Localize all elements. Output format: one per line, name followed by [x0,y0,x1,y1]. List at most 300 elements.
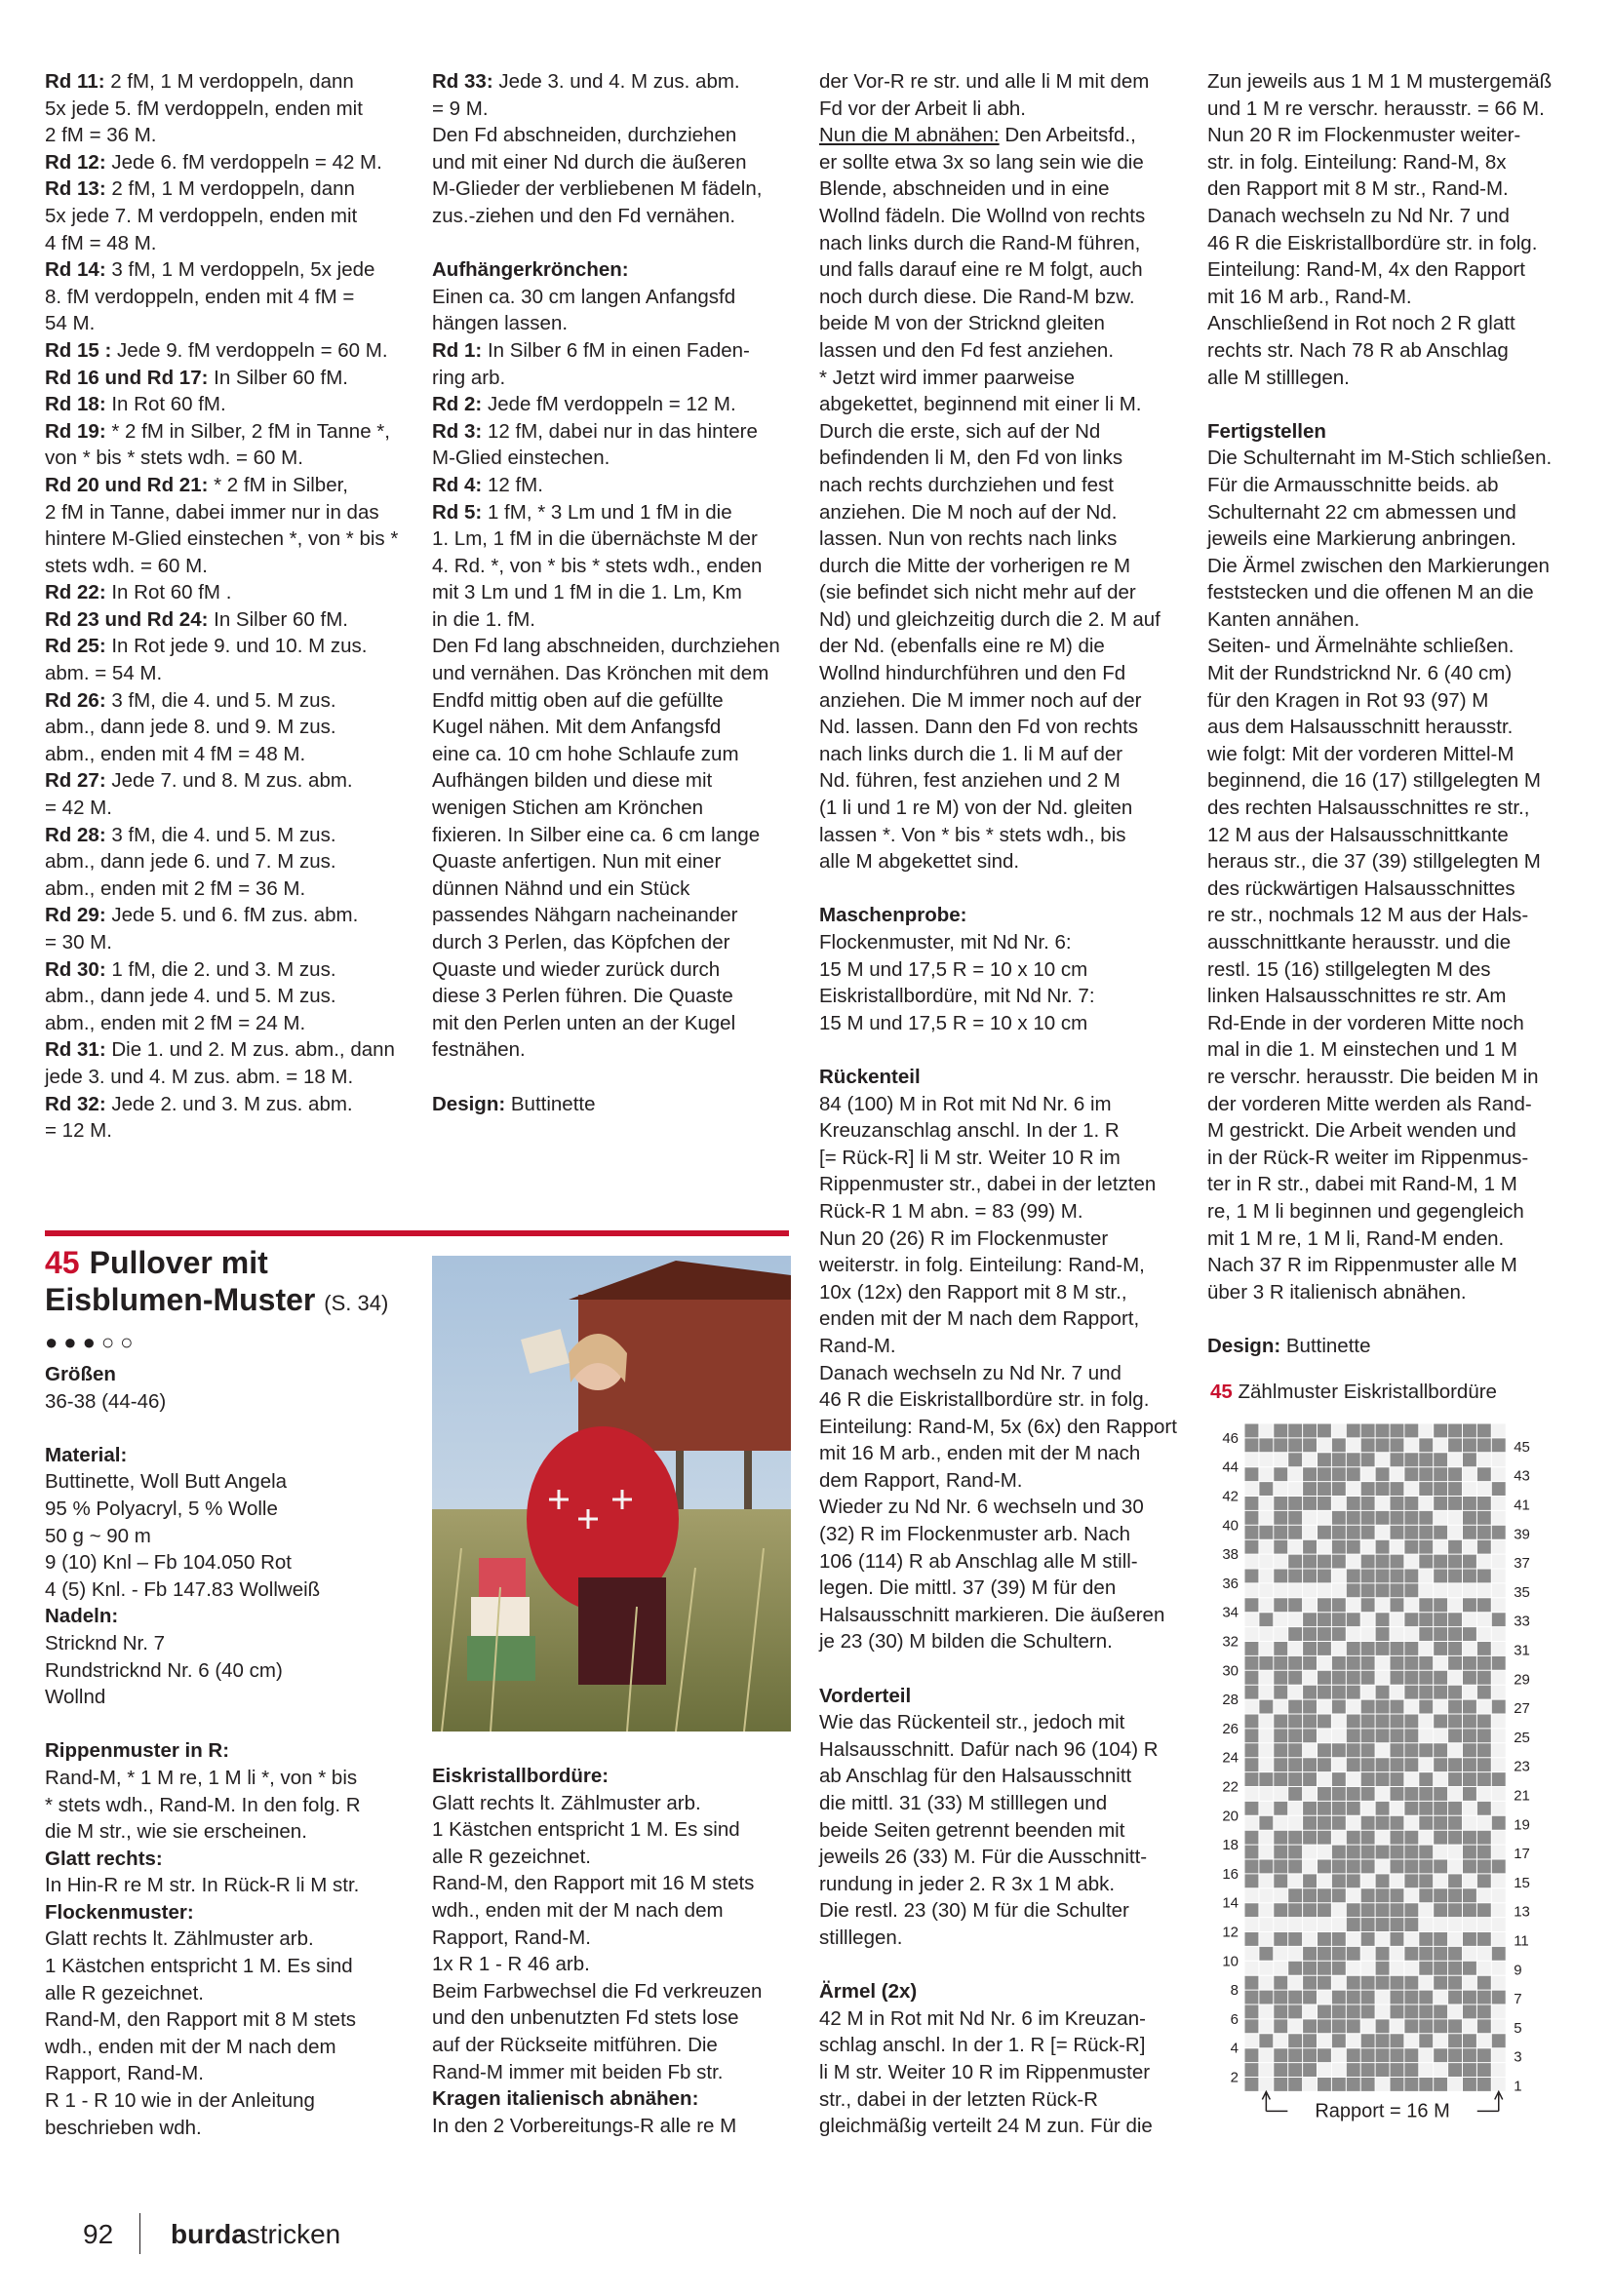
text-content: Jede 2. und 3. M zus. abm. [105,1092,353,1115]
row-label-left: 36 [1222,1575,1239,1592]
text-content: wdh., enden mit der M nach dem [45,2035,336,2058]
text-line [1207,525,1588,553]
text-content: 3 fM, die 4. und 5. M zus. [105,823,336,846]
motif-cell [1476,2034,1491,2048]
motif-cell [1448,1787,1463,1802]
row-label-right: 13 [1514,1903,1530,1921]
text-line [45,2060,420,2087]
text-content: 84 (100) M in Rot mit Nd Nr. 6 im [819,1092,1112,1115]
motif-cell [1419,1975,1434,1990]
text-line [432,741,803,768]
text-line [1207,310,1588,337]
text-content: noch durch diese. Die Rand-M bzw. [819,285,1135,308]
text-content: Buttinette [1280,1334,1371,1357]
text-line [432,553,803,580]
text-content: Rapport, Rand-M. [45,2062,204,2085]
text-content: Jede 6. fM verdoppeln = 42 M. [105,150,382,174]
text-content: ausschnittkante herausstr. und die [1207,931,1512,953]
text-content: Glatt rechts lt. Zählmuster arb. [432,1791,701,1814]
text-content: 4 fM = 48 M. [45,231,157,254]
text-content: anziehen. Die M immer noch auf der [819,688,1142,712]
text-line [45,1630,420,1657]
bold-label: Rd 1: [432,338,483,362]
text-content: 2 fM, 1 M verdoppeln, dann [105,177,355,201]
row-label-left: 16 [1222,1865,1239,1883]
text-line [819,68,1195,96]
text-line [432,149,803,176]
text-line [45,68,420,96]
motif-cell [1491,1453,1506,1467]
text-content: mit 16 M arb., Rand-M. [1207,285,1412,308]
text-content: und mit einer Nd durch die äußeren [432,150,747,174]
text-line [819,499,1195,526]
motif-cell [1331,1903,1346,1918]
spacer [819,1036,1195,1064]
bold-label: Rückenteil [819,1065,921,1088]
text-content: Wollnd hindurchführen und den Fd [819,662,1126,685]
text-content: Rundstricknd Nr. 6 (40 cm) [45,1658,283,1682]
motif-cell [1463,1613,1477,1627]
motif-cell [1259,1787,1274,1802]
motif-cell [1463,1874,1477,1888]
motif-cell [1434,1772,1448,1787]
motif-cell [1463,1482,1477,1497]
text-line [45,956,420,984]
text-content: 50 g ~ 90 m [45,1524,151,1547]
text-content: 15 M und 17,5 R = 10 x 10 cm [819,957,1088,981]
text-content: re, 1 M li beginnen und gegengleich [1207,1199,1524,1223]
text-line [819,714,1195,741]
bold-label: Rd 33: [432,70,493,93]
row-label-right: 19 [1514,1816,1530,1834]
motif-cell [1448,1932,1463,1947]
text-content: durch 3 Perlen, das Köpfchen der [432,931,730,953]
motif-cell [1274,2034,1288,2048]
text-content: Endfd mittig oben auf die gefüllte [432,688,724,712]
motif-cell [1288,2019,1303,2034]
motif-cell [1491,1918,1506,1932]
motif-cell [1318,1510,1332,1525]
text-content: 5x jede 5. fM verdoppeln, enden mit [45,97,363,120]
motif-cell [1476,1815,1491,1830]
text-line [45,472,420,499]
bold-label: Fertigstellen [1207,419,1326,443]
motif-cell [1491,1598,1506,1613]
text-content: fixieren. In Silber eine ca. 6 cm lange [432,823,761,846]
text-line [819,1386,1195,1414]
row-label-left: 24 [1222,1749,1239,1767]
motif-cell [1448,1918,1463,1932]
text-line [1207,687,1588,715]
text-content: Wieder zu Nd Nr. 6 wechseln und 30 [819,1496,1144,1519]
bold-label: Glatt rechts: [45,1847,163,1870]
text-content: der Nd. (ebenfalls eine re M) die [819,635,1105,658]
text-line [1207,983,1588,1010]
text-line [819,1521,1195,1548]
motif-cell [1259,1453,1274,1467]
text-content: * Jetzt wird immer paarweise [819,366,1076,389]
text-content: * 2 fM in Silber, [208,473,348,496]
text-line [432,714,803,741]
text-content: Stricknd Nr. 7 [45,1631,166,1654]
text-line [819,445,1195,472]
text-content: in die 1. fM. [432,607,535,631]
motif-cell [1360,1874,1375,1888]
motif-cell [1274,1961,1288,1975]
text-line [45,2115,420,2142]
brand-logo [171,2219,340,2250]
text-line [45,256,420,284]
text-line [819,149,1195,176]
text-content: Nd. lassen. Dann den Fd von rechts [819,716,1139,739]
text-line [432,256,803,284]
text-content: rundung in jeder 2. R 3x 1 M abk. [819,1872,1116,1895]
page-footer [83,2219,341,2250]
text-content: Jede 9. fM verdoppeln = 60 M. [111,338,388,362]
text-content: 54 M. [45,312,96,335]
motif-cell [1318,1699,1332,1714]
text-content: Wollnd fädeln. Die Wollnd von rechts [819,204,1146,227]
text-content: abm., dann jede 8. und 9. M zus. [45,716,336,739]
text-line [432,310,803,337]
text-content: In Silber 60 fM. [208,366,348,389]
motif-cell [1346,1598,1360,1613]
text-content: In Silber 6 fM in einen Faden- [482,338,750,362]
text-content: gleichmäßig verteilt 24 M zun. Für die [819,2115,1153,2138]
text-content: re verschr. herausstr. Die beiden M in [1207,1065,1539,1088]
text-content: des rechten Halsausschnittes re str., [1207,797,1530,820]
text-content: und 1 M re verschr. herausstr. = 66 M. [1207,97,1545,120]
text-content: Kreuzanschlag anschl. In der 1. R [819,1119,1120,1143]
motif-cell [1434,1655,1448,1670]
text-content: beginnend, die 16 (17) stillgelegten M [1207,769,1541,793]
text-line [432,983,803,1010]
motif-cell [1259,1932,1274,1947]
text-content: 15 M und 17,5 R = 10 x 10 cm [819,1011,1088,1034]
text-content: schlag anschl. In der 1. R [= Rück-R] [819,2034,1146,2057]
text-content: 46 R die Eiskristallbordüre str. in folg. [1207,231,1538,254]
spacer [45,1415,420,1442]
motif-cell [1318,1438,1332,1453]
bold-label: Rd 12: [45,150,106,174]
text-content: nach links durch die Rand-M führen, [819,231,1141,254]
text-line [45,310,420,337]
text-content: Zun jeweils aus 1 M 1 M mustergemäß [1207,70,1553,93]
text-line [45,929,420,956]
text-line [45,1361,420,1388]
motif-cell [1419,2048,1434,2063]
text-content: und den unbenutzten Fd stets lose [432,2006,739,2030]
row-label-left: 46 [1222,1429,1239,1447]
text-line [45,96,420,123]
text-line [432,1036,803,1064]
text-content: Wie das Rückenteil str., jedoch mit [819,1711,1125,1734]
text-content: Jede 7. und 8. M zus. abm. [105,769,353,793]
text-line [819,1925,1195,1952]
motif-cell [1491,2004,1506,2019]
text-line [819,902,1195,929]
text-line [432,876,803,903]
bold-label: Rd 5: [432,500,483,524]
row-label-right: 29 [1514,1671,1530,1689]
text-line [432,175,803,203]
text-line [432,122,803,149]
text-line [1207,1333,1588,1360]
row-label-right: 3 [1514,2048,1522,2066]
text-line [819,418,1195,446]
motif-cell [1274,1918,1288,1932]
motif-cell [1259,2048,1274,2063]
bold-label: Rd 22: [45,581,106,604]
text-content: enden mit der M nach dem Rapport, [819,1307,1140,1331]
motif-cell [1375,1859,1390,1874]
motif-cell [1244,1554,1259,1569]
text-line [432,902,803,929]
row-label-right: 15 [1514,1874,1530,1891]
motif-cell [1259,1714,1274,1729]
row-label-left: 14 [1222,1894,1239,1912]
motif-cell [1303,1583,1318,1598]
motif-cell [1476,1554,1491,1569]
text-content: Quaste und wieder zurück durch [432,957,721,981]
motif-cell [1419,1918,1434,1932]
text-content: Die 1. und 2. M zus. abm., dann [105,1038,395,1062]
text-content: 1 Kästchen entspricht 1 M. Es sind [45,1955,353,1978]
text-line [45,983,420,1010]
text-line [1207,337,1588,365]
row-label-right: 43 [1514,1467,1530,1485]
motif-cell [1476,1613,1491,1627]
text-line [45,284,420,311]
text-line [819,741,1195,768]
text-line [45,1468,420,1496]
bold-label: Rd 20 und Rd 21: [45,473,209,496]
text-content: passendes Nähgarn nacheinander [432,904,738,927]
text-line [432,1790,803,1817]
motif-cell [1274,1787,1288,1802]
motif-cell [1419,1903,1434,1918]
text-line [432,1816,803,1844]
text-content: abm., enden mit 2 fM = 24 M. [45,1011,306,1034]
text-line [1207,767,1588,795]
text-line [819,122,1195,149]
motif-cell [1404,1961,1419,1975]
text-line [819,391,1195,418]
motif-cell [1259,1874,1274,1888]
text-content: der Vor-R re str. und alle li M mit dem [819,70,1150,93]
text-line [819,606,1195,634]
motif-cell [1259,1758,1274,1772]
motif-cell [1390,1946,1404,1961]
text-line [819,1844,1195,1871]
text-line [45,1657,420,1685]
text-content: Mit der Rundstricknd Nr. 6 (40 cm) [1207,662,1513,685]
text-line [1207,230,1588,257]
text-line [1207,822,1588,849]
text-line [432,2059,803,2086]
text-content: 46 R die Eiskristallbordüre str. in folg. [819,1388,1150,1412]
text-content: er sollte etwa 3x so lang sein wie die [819,150,1144,174]
text-content: von * bis * stets wdh. = 60 M. [45,447,303,470]
motif-cell [1274,1815,1288,1830]
text-line [819,1360,1195,1387]
motif-cell [1491,1758,1506,1772]
motif-cell [1419,1642,1434,1656]
bold-label: Rd 11: [45,70,105,93]
row-label-left: 18 [1222,1837,1239,1854]
text-content: mit den Perlen unten an der Kugel [432,1011,736,1034]
motif-cell [1419,1583,1434,1598]
text-line [1207,579,1588,606]
text-line [1207,1279,1588,1306]
text-line [819,230,1195,257]
text-line [1207,1171,1588,1198]
motif-cell [1491,1510,1506,1525]
motif-cell [1491,1539,1506,1554]
text-line [819,1252,1195,1279]
text-content: Halsausschnitt markieren. Die äußeren [819,1603,1165,1626]
text-content: 42 M in Rot mit Nd Nr. 6 im Kreuzan- [819,2006,1146,2030]
text-content: re str., nochmals 12 M aus der Hals- [1207,904,1529,927]
motif-cell [1244,1946,1259,1961]
text-content: ter in R str., dabei mit Rand-M, 1 M [1207,1173,1517,1196]
text-content: Nun 20 (26) R im Flockenmuster [819,1226,1109,1250]
text-content: 9 (10) Knl – Fb 104.050 Rot [45,1551,292,1575]
motif-cell [1244,1888,1259,1903]
motif-cell [1259,1627,1274,1642]
text-content: Nun 20 R im Flockenmuster weiter- [1207,124,1521,147]
row-label-right: 41 [1514,1497,1530,1514]
text-content: [= Rück-R] li M str. Weiter 10 R im [819,1146,1121,1169]
text-line [819,1978,1195,2005]
bold-label: Größen [45,1363,116,1385]
motif-cell [1390,1467,1404,1482]
motif-cell [1288,1946,1303,1961]
motif-cell [1331,1729,1346,1743]
motif-cell [1259,1423,1274,1438]
text-line [1207,256,1588,284]
text-content: In Rot 60 fM . [105,581,232,604]
row-label-left: 34 [1222,1604,1239,1621]
motif-cell [1274,1583,1288,1598]
text-content: M gestrickt. Die Arbeit wenden und [1207,1119,1516,1143]
motif-cell [1434,1874,1448,1888]
text-content: hängen lassen. [432,312,569,335]
text-content: Die Schulternaht im M-Stich schließen. [1207,447,1553,470]
row-label-left: 4 [1230,2040,1239,2057]
text-line [819,633,1195,660]
text-content: Nd) und gleichzeitig durch die 2. M auf [819,607,1161,631]
text-content: die mittl. 31 (33) M stilllegen und [819,1792,1108,1814]
motif-cell [1303,1510,1318,1525]
text-content: durch die Mitte der vorherigen re M [819,554,1131,577]
row-label-left: 12 [1222,1924,1239,1941]
text-line [1207,203,1588,230]
motif-cell [1390,2019,1404,2034]
text-content: In Rot 60 fM. [105,393,226,416]
text-line [1207,365,1588,392]
row-label-left: 44 [1222,1459,1239,1476]
motif-cell [1274,1453,1288,1467]
motif-cell [1303,1787,1318,1802]
bold-label: Nadeln: [45,1605,119,1628]
spacer [432,230,803,257]
motif-cell [1259,1539,1274,1554]
text-content: = 9 M. [432,97,489,120]
text-content: (32) R im Flockenmuster arb. Nach [819,1523,1130,1546]
text-content: * 2 fM in Silber, 2 fM in Tanne *, [105,419,390,443]
text-content: 4. Rd. *, von * bis * stets wdh., enden [432,554,763,577]
motif-cell [1491,1888,1506,1903]
motif-cell [1259,1961,1274,1975]
text-line [819,1548,1195,1576]
motif-cell [1434,1699,1448,1714]
bold-label: Maschenprobe: [819,904,967,927]
motif-cell [1259,1510,1274,1525]
text-line [1207,1226,1588,1253]
motif-cell [1360,1685,1375,1699]
motif-cell [1390,1539,1404,1554]
text-content: dünnen Nähnd und ein Stück [432,876,690,900]
text-line [432,848,803,876]
text-content: ring arb. [432,366,506,389]
motif-cell [1303,1670,1318,1685]
motif-cell [1259,1729,1274,1743]
motif-cell [1259,2078,1274,2092]
text-content: Jede 3. und 4. M zus. abm. [492,70,740,93]
bold-label: Aufhängerkrönchen: [432,258,629,282]
motif-cell [1375,1787,1390,1802]
bold-label: Rd 18: [45,393,106,416]
text-content: Den Fd lang abschneiden, durchziehen [432,635,780,658]
text-line [1207,96,1588,123]
text-content: Danach wechseln zu Nd Nr. 7 und [1207,204,1510,227]
motif-cell [1318,1772,1332,1787]
text-content: Rück-R 1 M abn. = 83 (99) M. [819,1199,1083,1223]
text-line [432,337,803,365]
text-content: abm. = 54 M. [45,662,163,685]
motif-cell [1274,1627,1288,1642]
bold-label: Rd 2: [432,393,483,416]
bold-label: Material: [45,1443,128,1466]
text-content: nach rechts durchziehen und fest [819,473,1114,496]
text-content: 8. fM verdoppeln, enden mit 4 fM = [45,285,355,308]
motif-cell [1434,2034,1448,2048]
text-line [432,365,803,392]
text-content: jeweils 26 (33) M. Für die Ausschnitt- [819,1846,1148,1869]
text-content: Halsausschnitt. Dafür nach 96 (104) R [819,1737,1159,1761]
motif-cell [1259,2063,1274,2078]
motif-cell [1346,1554,1360,1569]
text-line [819,1279,1195,1306]
motif-cell [1244,2034,1259,2048]
motif-cell [1491,1569,1506,1583]
motif-cell [1491,1787,1506,1802]
motif-cell [1331,1714,1346,1729]
text-content: 106 (114) R ab Anschlag alle M still- [819,1549,1138,1573]
text-content: = 12 M. [45,1119,112,1143]
text-content: Flockenmuster, mit Nd Nr. 6: [819,931,1072,953]
text-line [45,1036,420,1064]
text-line [432,1870,803,1897]
motif-cell [1288,1583,1303,1598]
text-content: jeweils eine Markierung anbringen. [1207,527,1516,551]
text-line [45,633,420,660]
text-line [45,337,420,365]
motif-cell [1318,1918,1332,1932]
text-content: Die restl. 23 (30) M für die Schulter [819,1899,1129,1923]
motif-cell [1288,1815,1303,1830]
